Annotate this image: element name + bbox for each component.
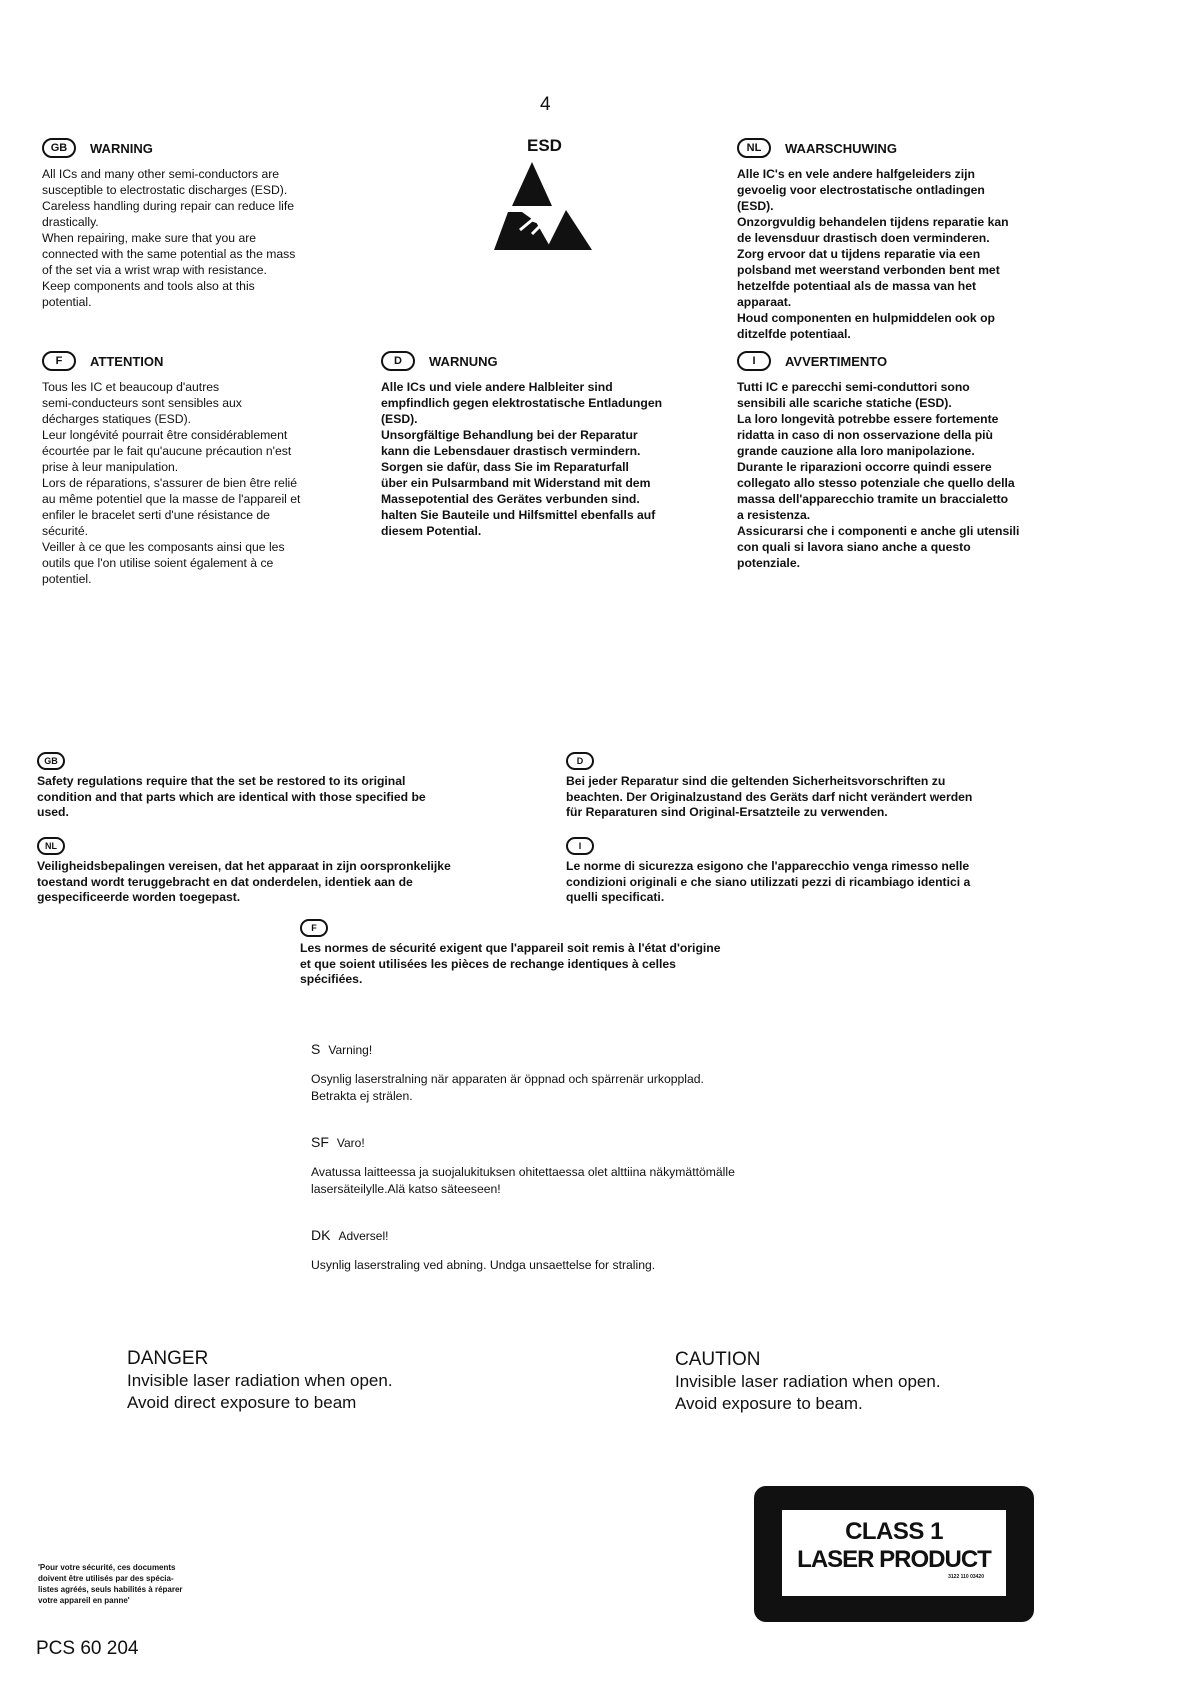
security-footnote: 'Pour votre sécurité, ces documents doivent être utilisés par des spécia- listes agréés, seuls habilités à réparer votre appareil en panne' bbox=[38, 1563, 183, 1605]
nordic-sf-text: Avatussa laitteessa ja suojalukituksen ohitettaessa olet alttiina näkymättömälle lasersäteilylle.Alä katso säteeseen! bbox=[311, 1165, 735, 1196]
danger-block bbox=[127, 1348, 527, 1414]
nordic-s-code: S bbox=[311, 1041, 321, 1057]
gb-text: All ICs and many other semi-conductors are susceptible to electrostatic discharges (ESD). Careless handling during repair can reduce life drastically. When repairing, make sure that you are connected with the same potential as the mass of the set via a wrist wrap with resistance. Keep components and tools also at this potential. bbox=[42, 167, 296, 309]
section-gb-warning bbox=[42, 138, 362, 310]
safety-nl bbox=[37, 836, 527, 906]
nordic-dk-heading: Adversel! bbox=[338, 1229, 389, 1243]
page-number: 4 bbox=[540, 94, 551, 115]
safety-f-badge: F bbox=[300, 919, 328, 937]
caution-title: CAUTION bbox=[675, 1349, 761, 1370]
safety-d-badge: D bbox=[566, 752, 594, 770]
esd-warning-icon bbox=[492, 160, 596, 257]
nordic-sf-code: SF bbox=[311, 1134, 329, 1150]
i-title: AVVERTIMENTO bbox=[785, 353, 888, 369]
nordic-dk-text: Usynlig laserstraling ved abning. Undga unsaettelse for straling. bbox=[311, 1258, 656, 1272]
danger-title: DANGER bbox=[127, 1348, 209, 1369]
f-badge: F bbox=[42, 351, 76, 371]
nl-text: Alle IC's en vele andere halfgeleiders zijn gevoelig voor electrostatische ontladingen (ESD). Onzorgvuldig behandelen tijdens reparatie kan de levensduur drastisch doen verminderen. Zorg ervoor dat u tijdens reparatie via een polsband met weerstand verbonden bent met hetzelfde potentiaal als de massa van het apparaat. Houd componenten en hulpmiddelen ook op ditzelfde potentiaal. bbox=[737, 167, 1009, 341]
section-d-warnung bbox=[381, 351, 701, 539]
nl-badge: NL bbox=[737, 138, 771, 158]
section-nl-waarschuwing bbox=[737, 138, 1057, 342]
safety-nl-badge: NL bbox=[37, 837, 65, 855]
i-badge: I bbox=[737, 351, 771, 371]
nordic-s-heading: Varning! bbox=[328, 1043, 373, 1057]
laser-label-line2: LASER PRODUCT bbox=[797, 1546, 991, 1573]
f-text: Tous les IC et beaucoup d'autres semi-conducteurs sont sensibles aux décharges statiques (ESD). Leur longévité pourrait être considérablement écourtée par le fait qu'aucune précaution n'est prise à leur manipulation. Lors de réparations, s'assurer de bien être relié au même potentiel que la masse de l'appareil et enfiler le bracelet serti d'une résistance de sécurité. Veiller à ce que les composants ainsi que les outils que l'on utilise soient également à ce potentiel. bbox=[42, 380, 301, 586]
esd-title: ESD bbox=[527, 136, 562, 155]
i-text: Tutti IC e parecchi semi-conduttori sono sensibili alle scariche statiche (ESD). La loro longevità potrebbe essere fortemente ridatta in caso di non osservazione della più grande cauzione alla loro manipolazione. Durante le riparazioni occorre quindi essere collegato allo stesso potenziale che quello della massa dell'apparecchio tramite un braccialetto a resistenza. Assicurarsi che i componenti e anche gli utensili con quali si lavora siano anche a questo potenziale. bbox=[737, 380, 1020, 570]
laser-label-part-no: 3122 110 03420 bbox=[948, 1574, 984, 1580]
document-code: PCS 60 204 bbox=[36, 1638, 139, 1659]
d-text: Alle ICs und viele andere Halbleiter sind empfindlich gegen elektrostatische Entladungen (ESD). Unsorgfältige Behandlung bei der Reparatur kann die Lebensdauer drastisch vermindern. Sorgen sie dafür, dass Sie im Reparaturfall über ein Pulsarmband mit Widerstand mit dem Massepotential des Gerätes verbunden sind. halten Sie Bauteile und Hilfsmittel ebenfalls auf diesem Potential. bbox=[381, 380, 663, 538]
safety-gb-badge: GB bbox=[37, 752, 65, 770]
gb-title: WARNING bbox=[90, 140, 153, 156]
class1-laser-label bbox=[754, 1486, 1034, 1622]
safety-gb-text: Safety regulations require that the set be restored to its original condition and that parts which are identical with those specified be used. bbox=[37, 774, 426, 819]
laser-label-line1: CLASS 1 bbox=[845, 1518, 943, 1545]
danger-text: Invisible laser radiation when open. Avoid direct exposure to beam bbox=[127, 1371, 393, 1412]
f-title: ATTENTION bbox=[90, 353, 164, 369]
safety-d bbox=[566, 751, 1036, 821]
nordic-s-text: Osynlig laserstralning när apparaten är öppnad och spärrenär urkopplad. Betrakta ej strälen. bbox=[311, 1072, 704, 1103]
d-badge: D bbox=[381, 351, 415, 371]
d-title: WARNUNG bbox=[429, 353, 498, 369]
nordic-s bbox=[311, 1041, 831, 1105]
safety-f-text: Les normes de sécurité exigent que l'appareil soit remis à l'état d'origine et que soient utilisées les pièces de rechange identiques à celles spécifiées. bbox=[300, 941, 721, 986]
safety-f bbox=[300, 918, 790, 988]
safety-d-text: Bei jeder Reparatur sind die geltenden Sicherheitsvorschriften zu beachten. Der Originalzustand des Geräts darf nicht verändert werden für Reparaturen sind Original-Ersatzteile zu verwenden. bbox=[566, 774, 973, 819]
section-i-avvertimento bbox=[737, 351, 1067, 571]
safety-i-badge: I bbox=[566, 837, 594, 855]
section-f-attention bbox=[42, 351, 362, 587]
nordic-sf-heading: Varo! bbox=[336, 1136, 365, 1150]
caution-block bbox=[675, 1349, 1075, 1415]
safety-i-text: Le norme di sicurezza esigono che l'apparecchio venga rimesso nelle condizioni originali e che siano utilizzati pezzi di ricambiago identici a quelli specificati. bbox=[566, 859, 971, 904]
nordic-sf bbox=[311, 1134, 831, 1198]
gb-badge: GB bbox=[42, 138, 76, 158]
safety-gb bbox=[37, 751, 507, 821]
safety-nl-text: Veiligheidsbepalingen vereisen, dat het apparaat in zijn oorspronkelijke toestand wordt teruggebracht en dat onderdelen, identiek aan de gespecificeerde worden toegepast. bbox=[37, 859, 451, 904]
nordic-dk-code: DK bbox=[311, 1227, 331, 1243]
nl-title: WAARSCHUWING bbox=[785, 140, 897, 156]
nordic-dk bbox=[311, 1227, 831, 1274]
safety-i bbox=[566, 836, 1036, 906]
caution-text: Invisible laser radiation when open. Avoid exposure to beam. bbox=[675, 1372, 941, 1413]
